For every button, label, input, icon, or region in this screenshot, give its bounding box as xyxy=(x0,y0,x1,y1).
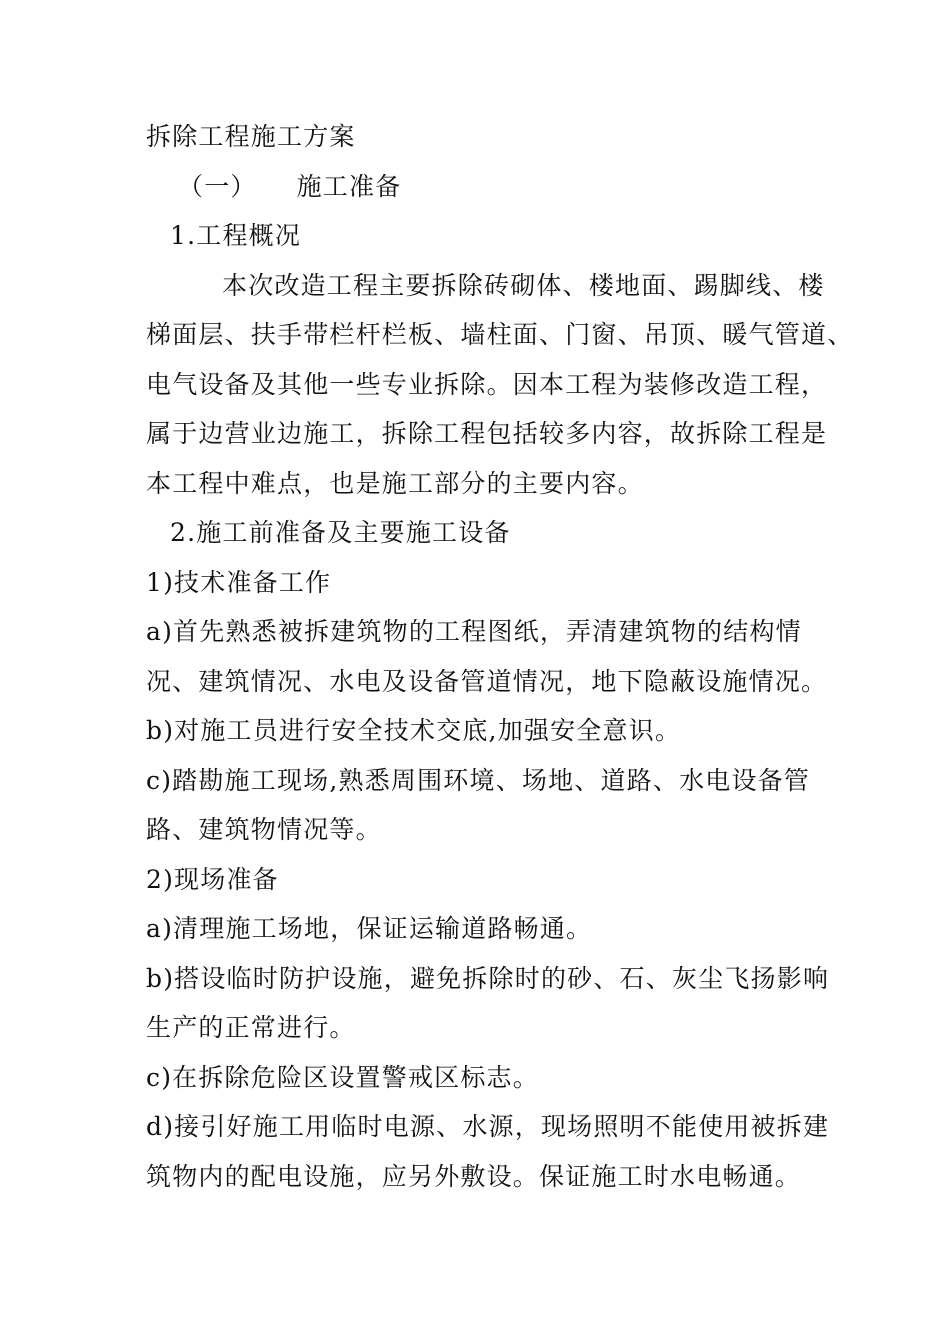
list-item: c)踏勘施工现场,熟悉周围环境、场地、道路、水电设备管 xyxy=(146,765,811,795)
list-heading-site: 2)现场准备 xyxy=(146,864,279,894)
paragraph-line: 本工程中难点，也是施工部分的主要内容。 xyxy=(146,468,644,498)
list-item: 筑物内的配电设施，应另外敷设。保证施工时水电畅通。 xyxy=(146,1161,802,1191)
subsection-title-overview: 1.工程概况 xyxy=(170,221,302,250)
list-heading-tech: 1)技术准备工作 xyxy=(146,567,332,597)
paragraph-line: 电气设备及其他一些专业拆除。因本工程为装修改造工程， xyxy=(146,369,828,399)
subsection-title-preparation: 2.施工前准备及主要施工设备 xyxy=(170,518,511,547)
section-title: 施工准备 xyxy=(296,171,402,201)
paragraph-line: 属于边营业边施工，拆除工程包括较多内容，故拆除工程是 xyxy=(146,419,828,448)
document-body xyxy=(146,112,854,1201)
list-item: 况、建筑情况、水电及设备管道情况，地下隐蔽设施情况。 xyxy=(146,666,828,696)
list-item: a)清理施工场地，保证运输道路畅通。 xyxy=(146,914,593,943)
list-item: c)在拆除危险区设置警戒区标志。 xyxy=(146,1062,539,1092)
list-item: b)对施工员进行安全技术交底,加强安全意识。 xyxy=(146,716,682,745)
list-item: d)接引好施工用临时电源、水源，现场照明不能使用被拆建 xyxy=(146,1112,830,1141)
document-title: 拆除工程施工方案 xyxy=(146,122,356,151)
list-item: 生产的正常进行。 xyxy=(146,1013,356,1042)
list-item: 路、建筑物情况等。 xyxy=(146,815,382,844)
section-heading xyxy=(146,162,808,212)
list-item: b)搭设临时防护设施，避免拆除时的砂、石、灰尘飞扬影响 xyxy=(146,963,830,993)
list-item: a)首先熟悉被拆建筑物的工程图纸，弄清建筑物的结构情 xyxy=(146,617,802,646)
paragraph-line: 梯面层、扶手带栏杆栏板、墙柱面、门窗、吊顶、暖气管道、 xyxy=(146,320,854,349)
paragraph-line: 本次改造工程主要拆除砖砌体、楼地面、踢脚线、楼 xyxy=(222,270,825,300)
section-marker: （一） xyxy=(178,171,257,201)
